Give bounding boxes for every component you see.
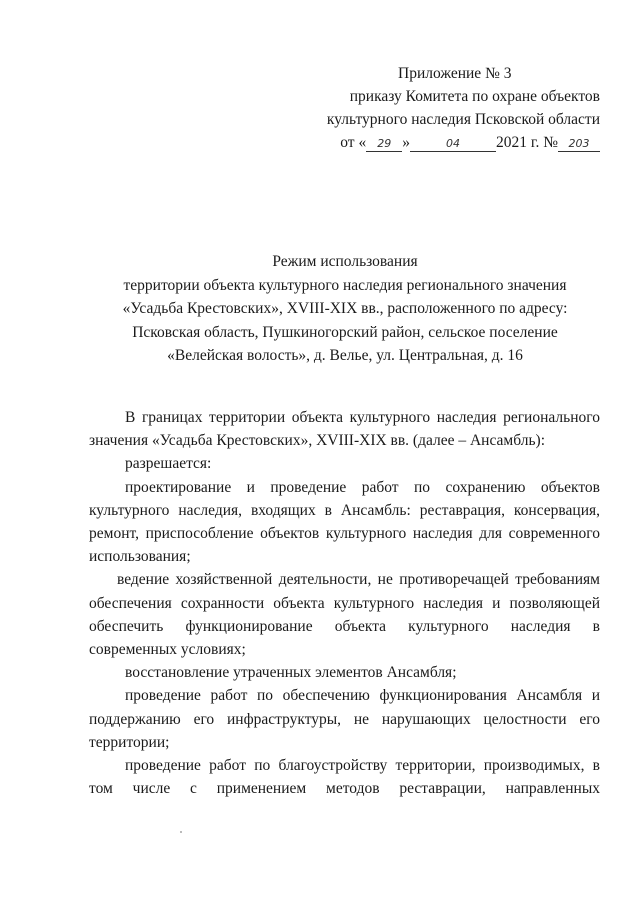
document-title [90,250,600,368]
appendix-committee-line: культурного наследия Псковской области [326,111,600,128]
appendix-order-line: приказу Комитета по охране объектов [349,88,600,105]
appendix-header [300,62,600,154]
title-line-3: «Усадьба Крестовских», XVIII-XIX вв., расположенного по адресу: [122,300,568,317]
paragraph-landscaping: проведение работ по благоустройству территории, производимых, в том числе с применением методов реставрации, направленных [89,757,600,798]
handwritten-day: 29 [366,137,402,152]
paragraph-allowed: разрешается: [125,455,212,473]
document-body [89,406,600,800]
paragraph-infrastructure: проведение работ по обеспечению функционирования Ансамбля и поддержанию его инфраструктуры, не нарушающих целостности его территории; [89,687,600,751]
paragraph-intro: В границах территории объекта культурного наследия регионального значения «Усадьба Крестовских», XVIII-XIX вв. (далее – Ансамбль): [89,409,600,450]
title-line-1: Режим использования [272,253,418,270]
scan-speck [180,831,182,833]
paragraph-economic-activity: ведение хозяйственной деятельности, не противоречащей требованиям обеспечения сохранности объекта культурного наследия и позволяющей обеспечить функционирование объекта культурного наследия в современных условиях; [89,571,600,659]
title-line-4: Псковская область, Пушкиногорский район, сельское поселение [132,323,558,341]
date-prefix: от « [340,134,367,151]
handwritten-order-number: 203 [558,137,600,152]
date-year: 2021 г. № [495,134,558,151]
appendix-date-line [300,131,600,154]
date-mid: » [402,134,410,151]
paragraph-design-works: проектирование и проведение работ по сохранению объектов культурного наследия, входящих в Ансамбль: реставрация, консервация, ремонт, приспособление объектов культурного наследия для современного использования; [89,478,600,566]
title-line-5: «Велейская волость», д. Велье, ул. Центральная, д. 16 [167,347,523,364]
appendix-number: Приложение № 3 [398,65,512,82]
paragraph-restoration: восстановление утраченных элементов Ансамбля; [125,664,457,682]
title-line-2: территории объекта культурного наследия регионального значения [123,276,567,294]
handwritten-month: 04 [410,137,496,152]
